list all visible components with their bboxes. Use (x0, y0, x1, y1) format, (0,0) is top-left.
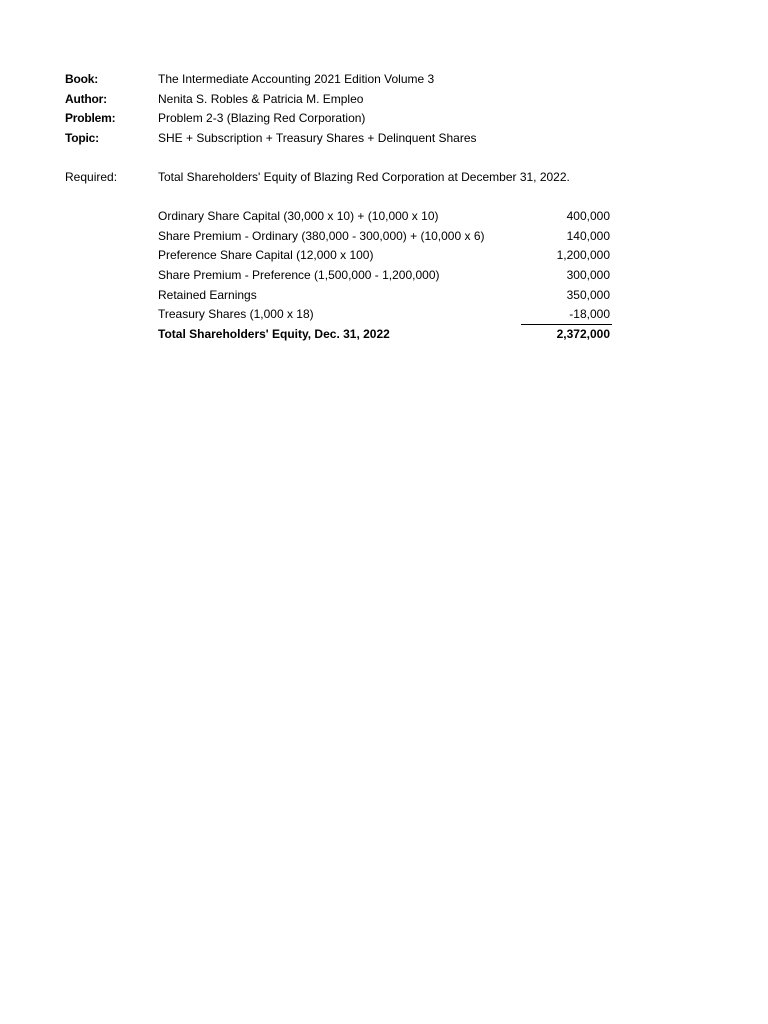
total-underline (521, 324, 612, 325)
total-label: Total Shareholders' Equity, Dec. 31, 2022 (158, 327, 390, 341)
item-amount: 1,200,000 (556, 248, 610, 262)
list-item (158, 287, 612, 303)
item-label: Share Premium - Ordinary (380,000 - 300,000) + (10,000 x 6) (158, 229, 485, 243)
required-value: Total Shareholders' Equity of Blazing Red Corporation at December 31, 2022. (158, 170, 570, 184)
topic-label: Topic: (65, 131, 99, 145)
book-value: The Intermediate Accounting 2021 Edition Volume 3 (158, 72, 435, 86)
author-label: Author: (65, 92, 107, 106)
item-label: Share Premium - Preference (1,500,000 - 1,200,000) (158, 268, 440, 282)
required-label: Required: (65, 170, 118, 184)
item-amount: 350,000 (566, 288, 610, 302)
item-label: Treasury Shares (1,000 x 18) (158, 307, 314, 321)
problem-value: Problem 2-3 (Blazing Red Corporation) (158, 111, 366, 125)
total-amount: 2,372,000 (556, 327, 610, 341)
list-item (158, 306, 612, 322)
item-label: Ordinary Share Capital (30,000 x 10) + (10,000 x 10) (158, 209, 439, 223)
item-amount: 300,000 (566, 268, 610, 282)
book-label: Book: (65, 72, 98, 86)
item-amount: 140,000 (566, 229, 610, 243)
item-amount: 400,000 (566, 209, 610, 223)
item-amount: -18,000 (569, 307, 610, 321)
topic-value: SHE + Subscription + Treasury Shares + Delinquent Shares (158, 131, 477, 145)
total-row (158, 326, 612, 342)
list-item (158, 228, 612, 244)
item-label: Retained Earnings (158, 288, 257, 302)
list-item (158, 208, 612, 224)
author-value: Nenita S. Robles & Patricia M. Empleo (158, 92, 364, 106)
problem-label: Problem: (65, 111, 116, 125)
item-label: Preference Share Capital (12,000 x 100) (158, 248, 374, 262)
list-item (158, 247, 612, 263)
list-item (158, 267, 612, 283)
